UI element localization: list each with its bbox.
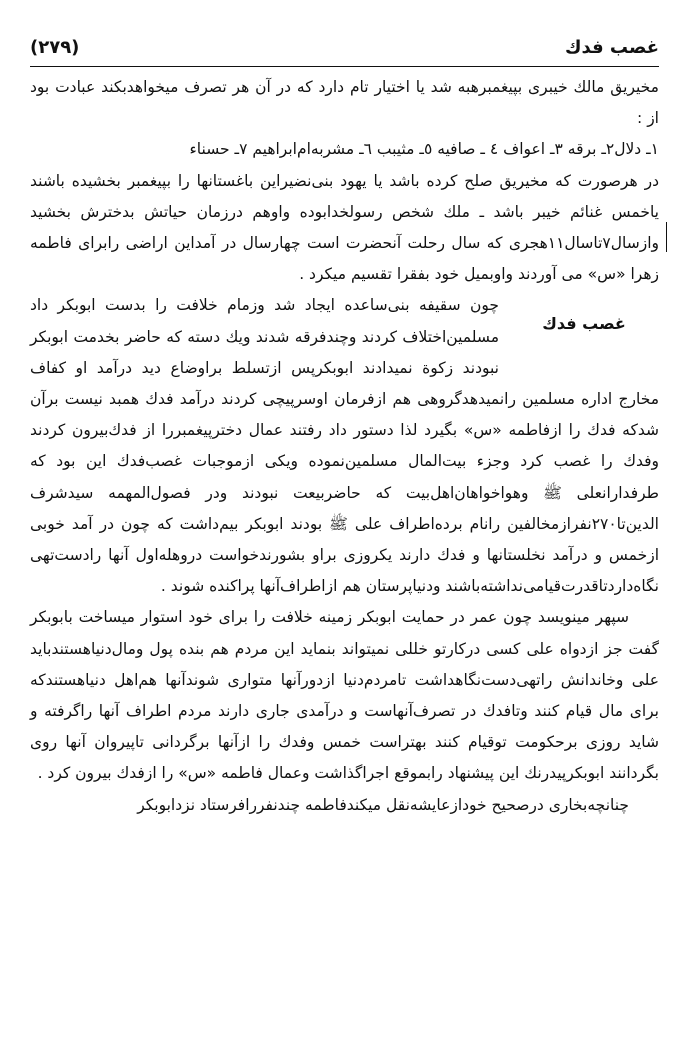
margin-mark xyxy=(666,222,667,252)
page-number: (۲۷۹) xyxy=(30,36,80,58)
body-text xyxy=(30,72,659,821)
paragraph-3: در هرصورت که مخیریق صلح کرده باشد یا یهود بنی‌نضیراین باغستانها را بپیغمبر بخشیده باشند یاخمس غنائم خیبر باشد ـ ملك شخص رسولخدابوده واوهم درزمان حیاتش بدخترش بخشید وازسال۷تاسال۱۱هجری که سال رحلت آنحضرت است چهارسال در آمداین اراضی رابرای فاطمه زهرا «س» می آوردند واوبمیل خود بفقرا تقسیم میکرد . xyxy=(30,171,659,284)
running-header xyxy=(30,32,659,62)
paragraph-5: سپهر مینویسد چون عمر در حمایت ابوبکر زمینه خلافت را برای خود استوار میساخت بابوبکر گفت جز ازدواه علی کسی درکارتو خللی نمیتواند بنماید این مردم هم بنده پول ومال‌دنیاهستندباید علی وخاندانش راتهی‌دست‌نگاهداشت تامردم‌دنیا ازدورآنها متواری شوندآنها هم‌اهل دنیاهستندکه برای مال قیام کنند وتافدك در تصرف‌آنهاست و درآمدی جاری دارند مردم اطراف آنها راگرفته و شاید روزی برحکومت توقیام کنند بهتراست خمس وفدك را ازآنها برگردانی تاپیروان آنها روی بگردانند ابوبکرپیدرنك این پیشنهاد رابموقع اجراگذاشت وعمال فاطمه «س» را ازفدك بیرون کرد . xyxy=(30,608,659,783)
running-title: غصب فدك xyxy=(564,36,659,58)
paragraph-1: مخیریق مالك خیبری بپیغمبرهبه شد یا اختیار تام دارد که در آن هر تصرف میخواهدبکند عبادت بود از : xyxy=(30,78,659,128)
paragraph-6: چنانچه‌بخاری درصحیح خودازعایشه‌نقل میکندفاطمه چندنفررافرستاد نزدابوبکر xyxy=(137,795,629,814)
section-sidehead: غصب فدك xyxy=(542,313,626,333)
paragraph-2: ۱ـ دلال۲ـ برقه ۳ـ اعواف ٤ ـ صافیه ٥ـ مثیبب ٦ـ مشربه‌ام‌ابراهیم ۷ـ حسناء xyxy=(189,140,659,159)
header-rule xyxy=(30,66,659,67)
paragraph-4: چون سقیفه بنی‌ساعده ایجاد شد وزمام خلافت را بدست ابوبکر داد مسلمین‌اختلاف کردند وچندفرقه شدند ویك دسته که حاضر بخدمت ابوبکر نبودند زکوة نمیدادند ابوبکرپس ازتسلط براوضاع دید درآمد او کفاف مخارج اداره مسلمین رانمیدهدگروهی هم ازفرمان اوسرپیچی کردند درآمد فدك همبد نیست برآن شدکه فدك را ازفاطمه «س» بگیرد لذا دستور داد رفتند عمال دخترپیغمبررا از فدك‌بیرون کردند وفدك را غصب کرد وجزء بیت‌المال مسلمین‌نموده ویکی ازموجبات غصب‌فدك این بود که طرفدارانعلی ﷺ وهواخواهان‌اهل‌بیت که حاضربیعت نبودند ودر فصول‌المهمه سیدشرف الدین‌تا۲۷۰نفرازمخالفین رانام برده‌اطراف علی ﷺ بودند ابوبکر بیم‌داشت که چون در آمد خوبی ازخمس و درآمد نخلستانها و فدك دارند یکروزی براو بشورند‌خواست درو‌هله‌اول آنها رادست‌تهی نگاه‌دارد‌تاقدرت‌قیامی‌نداشته‌باشند ودنیاپرستان هم ازاطراف‌آنها پراکنده شوند . xyxy=(30,296,659,596)
